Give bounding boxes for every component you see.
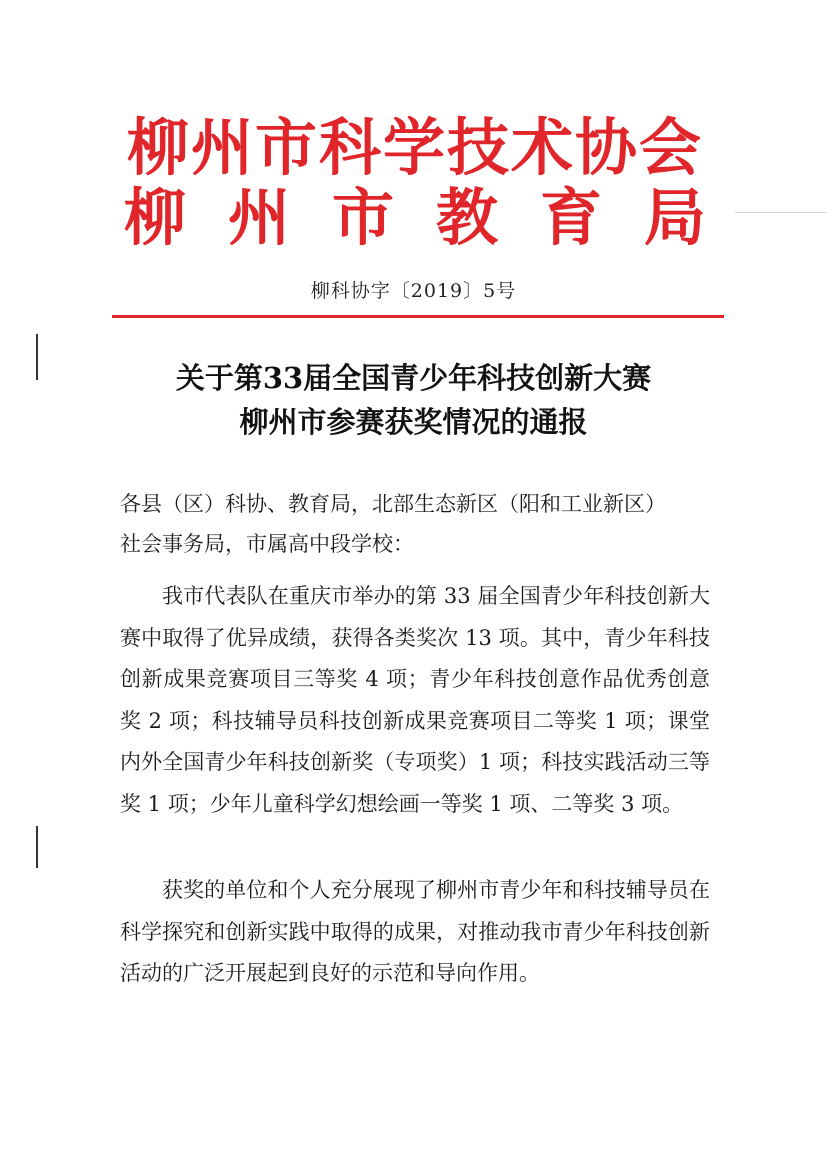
issuer-2-char: 局 bbox=[643, 181, 706, 254]
body-paragraph-1: 我市代表队在重庆市举办的第 33 届全国青少年科技创新大赛中取得了优异成绩，获得各类奖次 13 项。其中，青少年科技创新成果竞赛项目三等奖 4 项；青少年科技创意作品优秀创意奖 2 项；科技辅导员科技创新成果竞赛项目二等奖 1 项；课堂内外全国青少年科技创新奖（专项奖）1 项；科技实践活动三等奖 1 项；少年儿童科学幻想绘画一等奖 1 项、二等奖 3 项。 bbox=[120, 584, 710, 816]
scan-fold-mark bbox=[735, 212, 827, 213]
binding-margin-mark bbox=[36, 826, 38, 868]
document-title-line-2: 柳州市参赛获奖情况的通报 bbox=[239, 405, 588, 439]
red-header-rule bbox=[112, 315, 724, 318]
salutation-line-2: 社会事务局，市属高中段学校： bbox=[120, 532, 414, 556]
issuer-line-1: 柳州市科学技术协会 bbox=[126, 111, 703, 184]
issuer-2-char: 柳 bbox=[124, 181, 187, 254]
body-paragraph-2: 获奖的单位和个人充分展现了柳州市青少年和科技辅导员在科学探究和创新实践中取得的成果，对推动我市青少年科技创新活动的广泛开展起到良好的示范和导向作用。 bbox=[120, 878, 710, 985]
binding-margin-mark bbox=[36, 334, 38, 380]
issuer-2-char: 育 bbox=[539, 181, 602, 254]
issuer-2-char: 市 bbox=[331, 181, 394, 254]
salutation bbox=[120, 484, 710, 564]
salutation-line-1: 各县（区）科协、教育局，北部生态新区（阳和工业新区） bbox=[120, 492, 666, 516]
document-title-line-1: 关于第33届全国青少年科技创新大赛 bbox=[175, 361, 652, 395]
issuer-2-char: 教 bbox=[435, 181, 498, 254]
document-number: 柳科协字〔2019〕5号 bbox=[310, 280, 517, 302]
issuer-line-2 bbox=[110, 182, 720, 254]
issuer-2-char: 州 bbox=[227, 181, 290, 254]
